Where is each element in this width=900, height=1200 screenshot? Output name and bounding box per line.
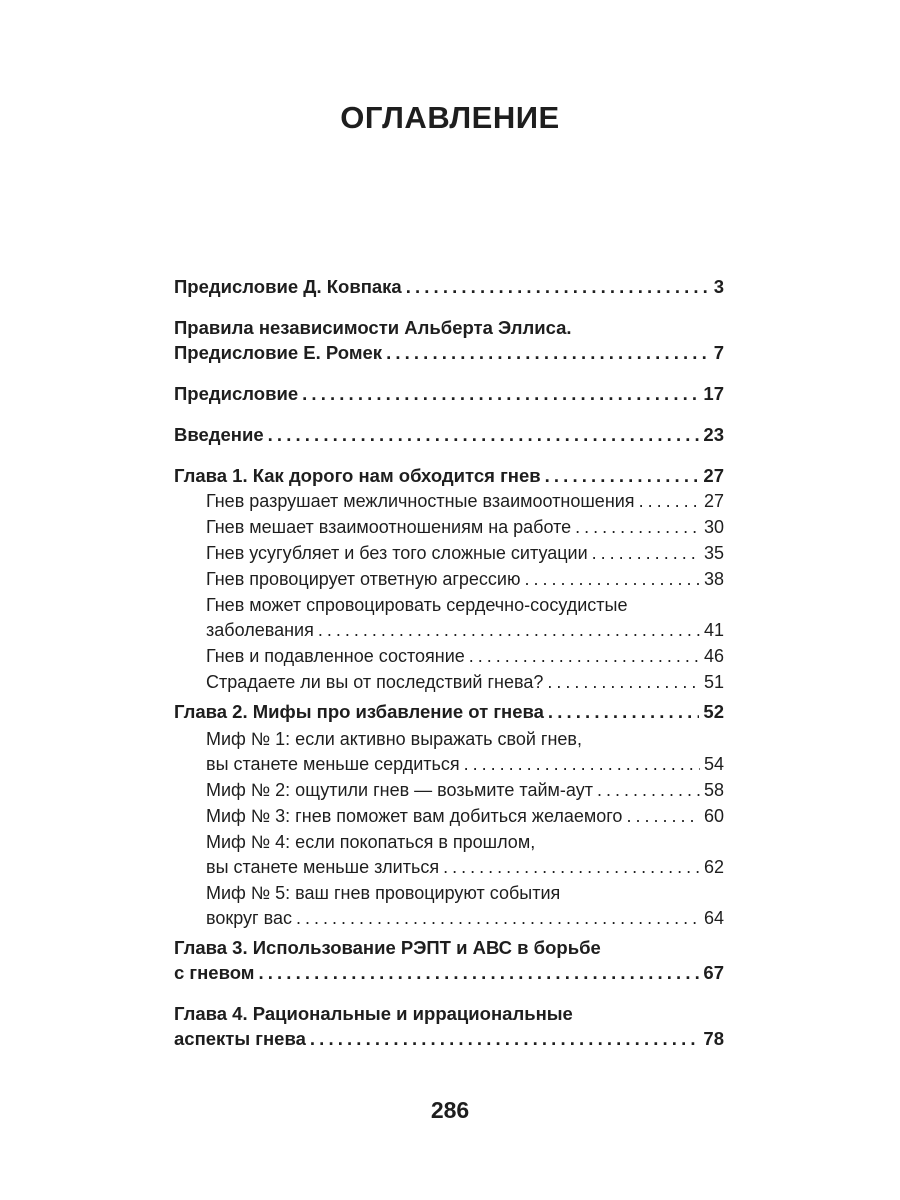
toc-section-entry: [174, 881, 724, 931]
toc-entry-title-line: Глава 3. Использование РЭПТ и АВС в борьбе: [174, 937, 601, 958]
dot-leader: [545, 463, 700, 488]
dot-leader: [639, 489, 700, 514]
toc-section-entry: [174, 593, 724, 643]
toc-page-number: 23: [703, 424, 724, 445]
dot-leader: [406, 274, 710, 299]
toc-section-entry: [174, 727, 724, 777]
toc-page-number: 41: [703, 620, 724, 640]
toc-page-number: 58: [703, 780, 724, 800]
toc-entry-title: Гнев провоцирует ответную агрессию: [206, 569, 521, 589]
toc-page-number: 30: [703, 517, 724, 537]
dot-leader: [626, 804, 700, 829]
dot-leader: [318, 618, 700, 643]
toc-page-number: 46: [703, 646, 724, 666]
dot-leader: [469, 644, 700, 669]
toc-entry-line: [206, 618, 724, 643]
toc-entry-title: с гневом: [174, 962, 255, 983]
page-number: 286: [430, 1097, 470, 1123]
toc-entry-title: Предисловие Е. Ромек: [174, 342, 383, 363]
toc-page-number: 38: [703, 569, 724, 589]
toc-entry-line: [206, 541, 724, 566]
toc-entry-title: Гнев и подавленное состояние: [206, 646, 465, 666]
toc-entry-line: [174, 381, 724, 406]
toc-entry-line: [206, 855, 724, 880]
toc-page-number: 52: [703, 701, 724, 722]
dot-leader: [548, 699, 700, 724]
toc-section-entry: [174, 489, 724, 514]
toc-chapter-entry: [174, 935, 724, 985]
toc-entry-title: Гнев усугубляет и без того сложные ситуации: [206, 543, 588, 563]
toc-page-number: 64: [703, 908, 724, 928]
toc-entry-title-line: Гнев может спровоцировать сердечно-сосудистые: [206, 595, 628, 615]
toc-entry-line: [206, 778, 724, 803]
toc-entry-line: [206, 644, 724, 669]
toc-chapter-entry: [174, 699, 724, 724]
toc-page-number: 78: [703, 1028, 724, 1049]
toc-entry-line: [206, 804, 724, 829]
toc-entry-line: [206, 906, 724, 931]
toc-entry-title-line: Миф № 4: если покопаться в прошлом,: [206, 832, 536, 852]
toc-page-number: 62: [703, 857, 724, 877]
dot-leader: [268, 422, 700, 447]
dot-leader: [547, 670, 700, 695]
toc-page-number: 51: [703, 672, 724, 692]
toc-entry-title: вокруг вас: [206, 908, 292, 928]
toc-section-entry: [174, 515, 724, 540]
toc-entry-line: [206, 670, 724, 695]
toc-chapter-entry: [174, 315, 724, 365]
toc-entry-title: заболевания: [206, 620, 314, 640]
toc-chapter-entry: [174, 1001, 724, 1051]
toc-chapter-entry: [174, 422, 724, 447]
toc-page-number: 27: [703, 491, 724, 511]
toc-page-number: 60: [703, 806, 724, 826]
toc-entry-line: [206, 515, 724, 540]
toc-entry-line: [174, 463, 724, 488]
toc-chapter-entry: [174, 274, 724, 299]
dot-leader: [443, 855, 700, 880]
toc-entry-title-line: Миф № 1: если активно выражать свой гнев,: [206, 729, 582, 749]
toc-page-number: 27: [703, 465, 724, 486]
toc-section-entry: [174, 804, 724, 829]
toc-entry-title: вы станете меньше злиться: [206, 857, 440, 877]
toc-entry-title: Глава 2. Мифы про избавление от гнева: [174, 701, 544, 722]
toc-section-entry: [174, 541, 724, 566]
toc-entry-line: [174, 1026, 724, 1051]
toc-entry-title-line: Глава 4. Рациональные и иррациональные: [174, 1003, 573, 1024]
dot-leader: [296, 906, 700, 931]
dot-leader: [386, 340, 710, 365]
toc-entry-line: [206, 752, 724, 777]
toc-entry-title-line: Миф № 5: ваш гнев провоцируют события: [206, 883, 561, 903]
toc-entry-title: Гнев разрушает межличностные взаимоотношения: [206, 491, 635, 511]
toc-entry-title: Предисловие: [174, 383, 299, 404]
dot-leader: [310, 1026, 700, 1051]
toc-section-entry: [174, 778, 724, 803]
toc-entry-title: вы станете меньше сердиться: [206, 754, 460, 774]
page-title: ОГЛАВЛЕНИЕ: [340, 100, 560, 135]
toc-entry-title: Введение: [174, 424, 264, 445]
toc-page-number: 54: [703, 754, 724, 774]
toc-page-number: 7: [713, 342, 724, 363]
dot-leader: [592, 541, 700, 566]
dot-leader: [258, 960, 699, 985]
toc-section-entry: [174, 644, 724, 669]
toc-page-number: 3: [713, 276, 724, 297]
toc-entry-title: аспекты гнева: [174, 1028, 306, 1049]
toc-entry-title: Миф № 3: гнев поможет вам добиться желаемого: [206, 806, 623, 826]
toc-section-entry: [174, 567, 724, 592]
toc-entry-title: Миф № 2: ощутили гнев — возьмите тайм-аут: [206, 780, 593, 800]
dot-leader: [464, 752, 700, 777]
toc-entry-line: [174, 422, 724, 447]
dot-leader: [525, 567, 700, 592]
toc-chapter-entry: [174, 463, 724, 488]
toc-entry-title: Страдаете ли вы от последствий гнева?: [206, 672, 544, 692]
toc-entry-line: [174, 274, 724, 299]
toc-entry-line: [206, 489, 724, 514]
table-of-contents: [174, 274, 724, 1051]
dot-leader: [302, 381, 699, 406]
toc-entry-title: Гнев мешает взаимоотношениям на работе: [206, 517, 572, 537]
toc-entry-line: [174, 960, 724, 985]
toc-page-number: 35: [703, 543, 724, 563]
toc-page-number: 17: [703, 383, 724, 404]
toc-section-entry: [174, 830, 724, 880]
toc-entry-title: Предисловие Д. Ковпака: [174, 276, 402, 297]
toc-entry-line: [206, 567, 724, 592]
toc-section-entry: [174, 670, 724, 695]
toc-entry-line: [174, 340, 724, 365]
toc-entry-line: [174, 699, 724, 724]
toc-entry-title-line: Правила независимости Альберта Эллиса.: [174, 317, 572, 338]
dot-leader: [597, 778, 700, 803]
dot-leader: [575, 515, 700, 540]
toc-chapter-entry: [174, 381, 724, 406]
toc-entry-title: Глава 1. Как дорого нам обходится гнев: [174, 465, 541, 486]
toc-page-number: 67: [703, 962, 724, 983]
